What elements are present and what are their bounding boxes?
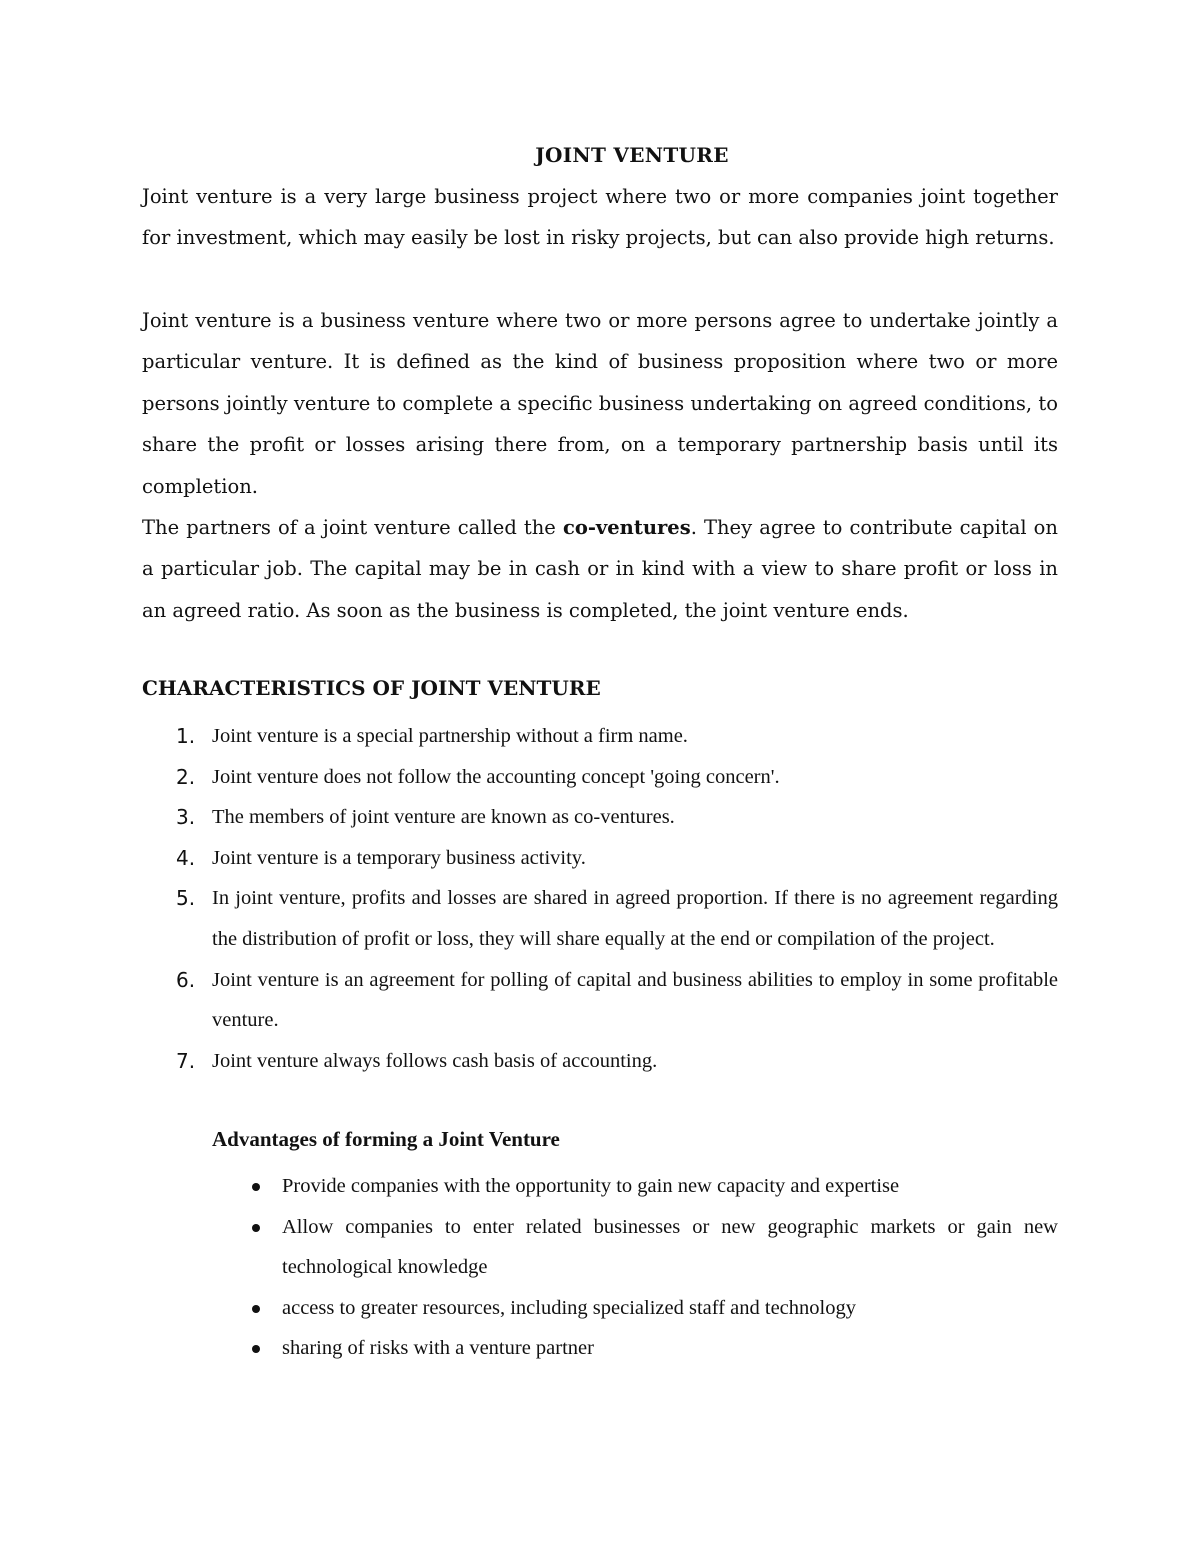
paragraph-definition: Joint venture is a very large business project where two or more companies joint together for investment, which may easily be lost in risky projects, but can also provide high returns. [142, 185, 1058, 250]
characteristics-heading: CHARACTERISTICS OF JOINT VENTURE [142, 676, 601, 700]
bullet-icon [252, 1224, 260, 1232]
list-item [212, 1328, 1058, 1369]
list-item [142, 757, 1058, 798]
list-item [142, 960, 1058, 1041]
list-item [142, 797, 1058, 838]
advantages-heading: Advantages of forming a Joint Venture [212, 1127, 560, 1151]
list-item-number: 5. [176, 886, 196, 911]
list-item-text: Joint venture is a special partnership without a firm name. [212, 725, 688, 747]
paragraph-partners-end: . They agree to contribute capital on a particular job. The capital may be in cash or in kind with a view to share profit or loss in an agreed ratio. As soon as the business is completed, the joint venture ends. [142, 516, 1058, 622]
list-item-number: 3. [176, 805, 196, 830]
list-item [142, 1041, 1058, 1082]
list-item [142, 716, 1058, 757]
list-item [142, 838, 1058, 879]
list-item-number: 4. [176, 845, 196, 870]
list-item-text: Joint venture always follows cash basis of accounting. [212, 1049, 658, 1072]
list-item-number: 2. [176, 764, 196, 789]
list-item-text: Joint venture is a temporary business activity. [212, 846, 586, 869]
co-ventures-term: co-ventures [562, 516, 691, 539]
list-item-text: Joint venture is an agreement for polling of capital and business abilities to employ in some profitable venture. [212, 968, 1058, 1032]
list-item-text: The members of joint venture are known as co-ventures. [212, 806, 675, 829]
list-item [212, 1166, 1058, 1207]
advantages-list [212, 1166, 1058, 1369]
list-item [212, 1207, 1058, 1288]
paragraph-partners-start: The partners of a joint venture called the [142, 516, 563, 539]
bullet-icon [252, 1183, 260, 1191]
list-item-text: Provide companies with the opportunity to gain new capacity and expertise [282, 1175, 900, 1197]
list-item-number: 1. [176, 724, 196, 748]
list-item-text: sharing of risks with a venture partner [282, 1337, 594, 1360]
document-title: JOINT VENTURE [535, 143, 729, 167]
characteristics-list [142, 716, 1058, 1081]
paragraph-description: Joint venture is a business venture where two or more persons agree to undertake jointly a particular venture. It is defined as the kind of business proposition where two or more persons jointly venture to complete a specific business undertaking on agreed conditions, to share the profit or losses arising there from, on a temporary partnership basis until its completion. [142, 309, 1058, 498]
paragraph-partners [142, 507, 1058, 631]
list-item-text: Joint venture does not follow the accounting concept 'going concern'. [212, 765, 780, 788]
list-item-number: 6. [176, 967, 196, 992]
list-item-number: 7. [176, 1048, 196, 1073]
list-item-text: access to greater resources, including specialized staff and technology [282, 1296, 856, 1319]
bullet-icon [252, 1345, 260, 1353]
list-item-text: In joint venture, profits and losses are shared in agreed proportion. If there is no agreement regarding the distribution of profit or loss, they will share equally at the end or compilation of the project. [212, 887, 1058, 950]
bullet-icon [252, 1305, 260, 1313]
list-item [212, 1288, 1058, 1329]
list-item-text: Allow companies to enter related businesses or new geographic markets or gain new technological knowledge [282, 1215, 1058, 1279]
list-item [142, 878, 1058, 959]
